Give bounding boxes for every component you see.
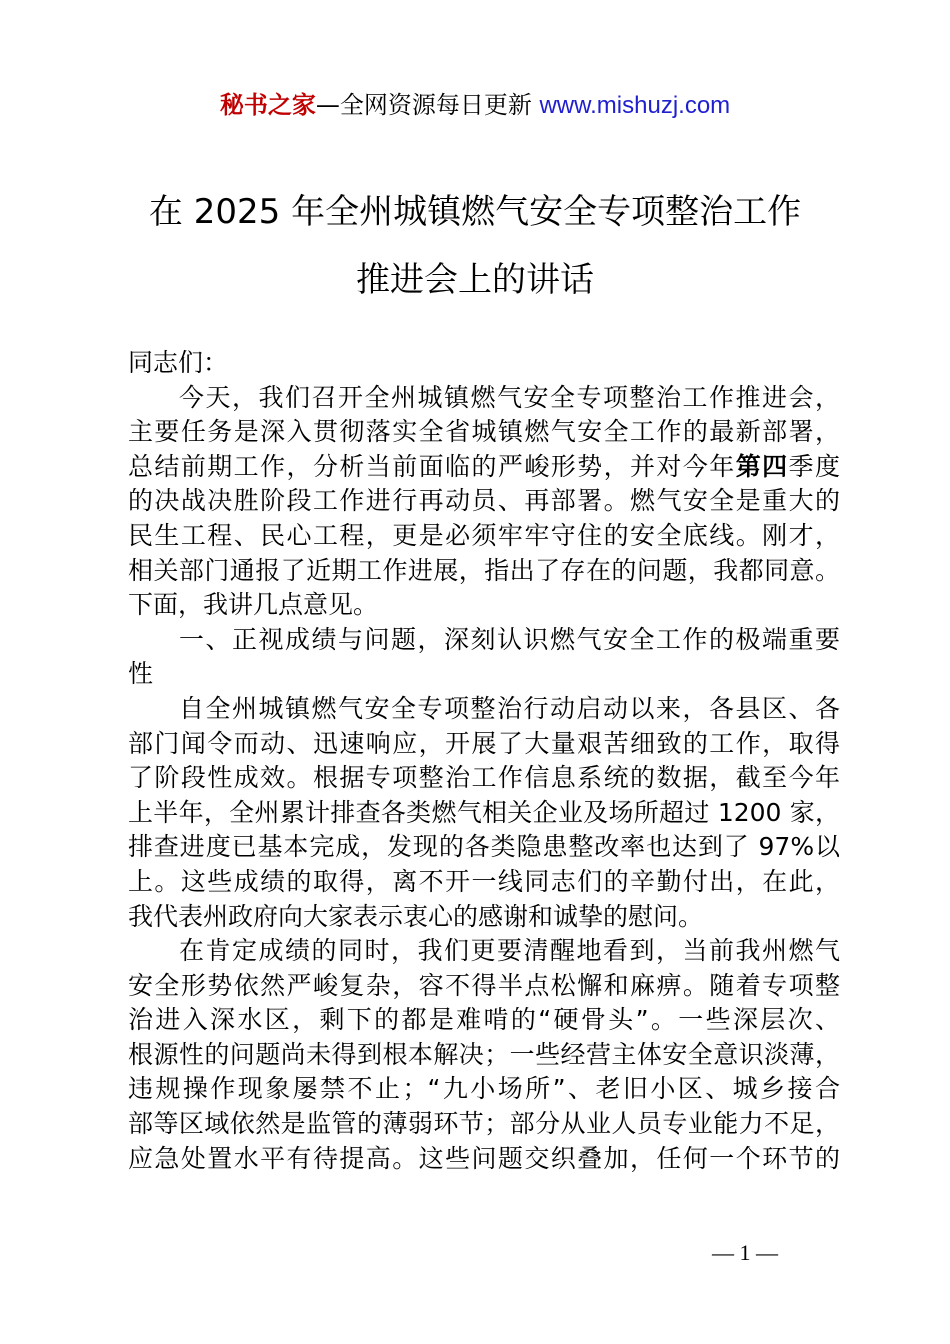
body-line: 违规操作现象屡禁不止；“九小场所”、老旧小区、城乡接合 <box>128 1074 840 1104</box>
body-line: 我代表州政府向大家表示衷心的感谢和诚挚的慰问。 <box>128 901 704 931</box>
section-heading: 一、正视成绩与问题，深刻认识燃气安全工作的极端重要 <box>179 624 840 654</box>
body-line: 自全州城镇燃气安全专项整治行动启动以来，各县区、各 <box>179 693 840 723</box>
body-line: 今天，我们召开全州城镇燃气安全专项整治工作推进会， <box>179 382 840 412</box>
body-line: 的决战决胜阶段工作进行再动员、再部署。燃气安全是重大的 <box>128 486 840 516</box>
brand-name: 秘书之家 <box>219 91 316 119</box>
body-line: 民生工程、民心工程，更是必须牢牢守住的安全底线。刚才， <box>128 520 840 550</box>
body-line: 了阶段性成效。根据专项整治工作信息系统的数据，截至今年 <box>128 763 840 793</box>
body-line: 应急处置水平有待提高。这些问题交织叠加，任何一个环节的 <box>128 1143 840 1173</box>
salutation: 同志们： <box>128 348 229 377</box>
body-line-text: 总结前期工作，分析当前面临的严峻形势，并对今年 <box>128 451 736 481</box>
body-line: 排查进度已基本完成，发现的各类隐患整改率也达到了 97%以 <box>128 832 840 862</box>
body-line: 上。这些成绩的取得，离不开一线同志们的辛勤付出，在此， <box>128 866 840 896</box>
body-line: 在肯定成绩的同时，我们更要清醒地看到，当前我州燃气 <box>179 936 840 966</box>
section-heading-cont: 性 <box>128 659 154 689</box>
page-number: — 1 — <box>712 1240 778 1265</box>
body-line: 相关部门通报了近期工作进展，指出了存在的问题，我都同意。 <box>128 555 840 585</box>
body-line: 安全形势依然严峻复杂，容不得半点松懈和麻痹。随着专项整 <box>128 970 840 1000</box>
body-line-text: 季度 <box>788 451 840 481</box>
brand-tagline: —全网资源每日更新 <box>315 91 532 119</box>
site-url[interactable]: www.mishuzj.com <box>539 92 731 119</box>
body-line: 部等区域依然是监管的薄弱环节；部分从业人员专业能力不足， <box>128 1109 840 1139</box>
body-line: 部门闻令而动、迅速响应，开展了大量艰苦细致的工作，取得 <box>128 728 840 758</box>
body-line: 主要任务是深入贯彻落实全省城镇燃气安全工作的最新部署， <box>128 417 840 447</box>
document-title-line-2: 推进会上的讲话 <box>356 260 594 300</box>
document-title-line-1: 在 2025 年全州城镇燃气安全专项整治工作 <box>148 192 802 232</box>
body-line: 根源性的问题尚未得到根本解决；一些经营主体安全意识淡薄， <box>128 1039 840 1069</box>
body-line: 治进入深水区，剩下的都是难啃的“硬骨头”。一些深层次、 <box>128 1005 840 1035</box>
body-line: 上半年，全州累计排查各类燃气相关企业及场所超过 1200 家， <box>128 797 840 827</box>
body-line <box>128 450 840 485</box>
bold-emphasis: 第四 <box>735 451 789 481</box>
document-body <box>128 346 840 1176</box>
site-banner <box>0 88 950 123</box>
body-line: 下面，我讲几点意见。 <box>128 590 379 620</box>
